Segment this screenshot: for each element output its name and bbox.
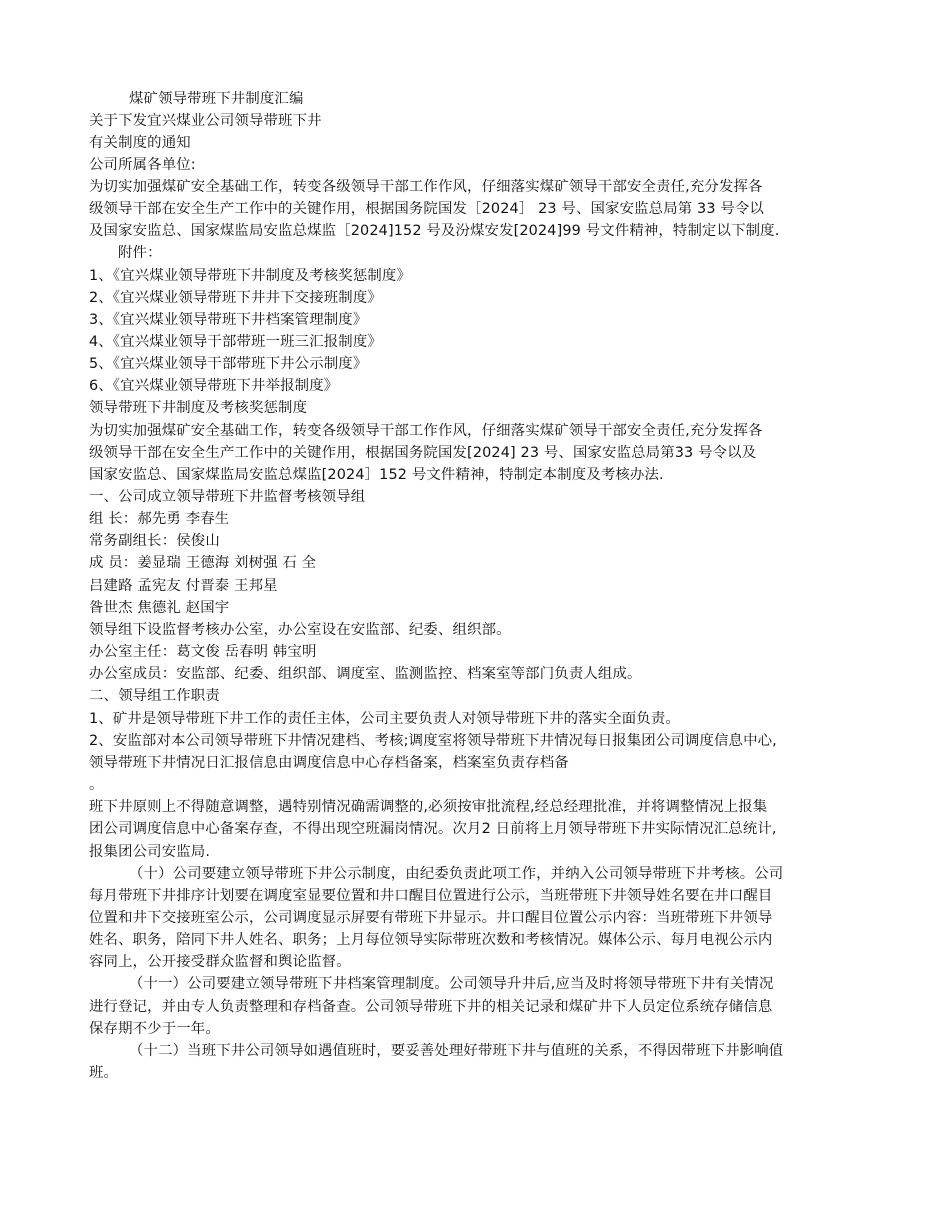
heading-line: 一、公司成立领导带班下井监督考核领导组	[89, 489, 366, 505]
paragraph-line: 为切实加强煤矿安全基础工作，转变各级领导干部工作作风，仔细落实煤矿领导干部安全责任,充分发挥各	[89, 423, 763, 439]
paragraph-line: 保存期不少于一年。	[89, 1021, 220, 1037]
paragraph-line: 进行登记，并由专人负责整理和存档备查。公司领导带班下井的相关记录和煤矿井下人员定位系统存储信息	[89, 999, 773, 1015]
paragraph-line: （十）公司要建立领导带班下井公示制度，由纪委负责此项工作，并纳入公司领导带班下井考核。公司	[129, 866, 784, 882]
member-line: 吕建路 孟宪友 付晋泰 王邦星	[89, 578, 278, 594]
paragraph-line: 每月带班下井排序计划要在调度室显要位置和井口醒目位置进行公示，当班带班下井领导姓名要在井口醒目	[89, 888, 773, 904]
paragraph-line: 班。	[89, 1065, 119, 1081]
member-line: 成 员：姜显瑞 王德海 刘树强 石 全	[89, 555, 317, 571]
heading-line: 二、领导组工作职责	[89, 688, 220, 704]
paragraph-line: （十二）当班下井公司领导如遇值班时，要妥善处理好带班下井与值班的关系，不得因带班下井影响值	[129, 1043, 784, 1059]
paragraph-line: 。	[89, 777, 104, 793]
paragraph-line: 领导带班下井情况日汇报信息由调度信息中心存档备案，档案室负责存档备	[89, 755, 569, 771]
paragraph-line: 级领导干部在安全生产工作中的关键作用，根据国务院国发[2024] 23 号、国家安监总局第33 号令以及	[89, 445, 757, 461]
notice-title-line-1: 关于下发宜兴煤业公司领导带班下井	[89, 113, 322, 129]
paragraph-line: （十一）公司要建立领导带班下井档案管理制度。公司领导升井后,应当及时将领导带班下井有关情况	[129, 976, 774, 992]
paragraph-line: 2、安监部对本公司领导带班下井情况建档、考核;调度室将领导带班下井情况每日报集团公司调度信息中心,	[89, 733, 777, 749]
paragraph-line: 为切实加强煤矿安全基础工作，转变各级领导干部工作作风，仔细落实煤矿领导干部安全责任,充分发挥各	[89, 179, 763, 195]
notice-title-line-2: 有关制度的通知	[89, 135, 191, 151]
section-title: 领导带班下井制度及考核奖惩制度	[89, 400, 308, 416]
attachment-item: 6、《宜兴煤业领导带班下井举报制度》	[89, 378, 339, 394]
paragraph-line: 班下井原则上不得随意调整，遇特别情况确需调整的,必须按审批流程,经总经理批准，并将调整情况上报集	[89, 799, 768, 815]
paragraph-line: 容同上，公开接受群众监督和舆论监督。	[89, 954, 351, 970]
member-line: 办公室主任：葛文俊 岳春明 韩宝明	[89, 644, 317, 660]
paragraph-line: 国家安监总、国家煤监局安监总煤监[2024］152 号文件精神，特制定本制度及考核办法.	[89, 467, 664, 483]
paragraph-line: 姓名、职务，陪同下井人姓名、职务；上月每位领导实际带班次数和考核情况。媒体公示、每月电视公示内	[89, 932, 773, 948]
paragraph-line: 办公室成员：安监部、纪委、组织部、调度室、监测监控、档案室等部门负责人组成。	[89, 666, 642, 682]
member-line: 组 长：郝先勇 李春生	[89, 511, 230, 527]
attachment-item: 3、《宜兴煤业领导带班下井档案管理制度》	[89, 312, 368, 328]
document-title: 煤矿领导带班下井制度汇编	[129, 91, 304, 107]
attachment-item: 4、《宜兴煤业领导干部带班一班三汇报制度》	[89, 334, 382, 350]
paragraph-line: 报集团公司安监局.	[89, 844, 211, 860]
paragraph-line: 团公司调度信息中心备案存查，不得出现空班漏岗情况。次月2 日前将上月领导带班下井实际情况汇总统计,	[89, 821, 777, 837]
attachment-item: 1、《宜兴煤业领导带班下井制度及考核奖惩制度》	[89, 268, 412, 284]
member-line: 昝世杰 焦德礼 赵国宇	[89, 600, 230, 616]
member-line: 常务副组长：侯俊山	[89, 533, 220, 549]
attachment-item: 2、《宜兴煤业领导带班下井井下交接班制度》	[89, 290, 382, 306]
attachment-item: 5、《宜兴煤业领导干部带班下井公示制度》	[89, 356, 368, 372]
paragraph-line: 级领导干部在安全生产工作中的关键作用，根据国务院国发［2024］ 23 号、国家安监总局第 33 号令以	[89, 201, 764, 217]
attachments-heading: 附件：	[118, 245, 162, 261]
paragraph-line: 位置和井下交接班室公示，公司调度显示屏要有带班下井显示。井口醒目位置公示内容：当班带班下井领导	[89, 910, 773, 926]
paragraph-line: 1、矿井是领导带班下井工作的责任主体，公司主要负责人对领导带班下井的落实全面负责。	[89, 711, 680, 727]
addressee: 公司所属各单位:	[89, 157, 196, 173]
paragraph-line: 及国家安监总、国家煤监局安监总煤监［2024]152 号及汾煤安发[2024]99 号文件精神，特制定以下制度.	[89, 223, 780, 239]
paragraph-line: 领导组下设监督考核办公室，办公室设在安监部、纪委、组织部。	[89, 622, 511, 638]
